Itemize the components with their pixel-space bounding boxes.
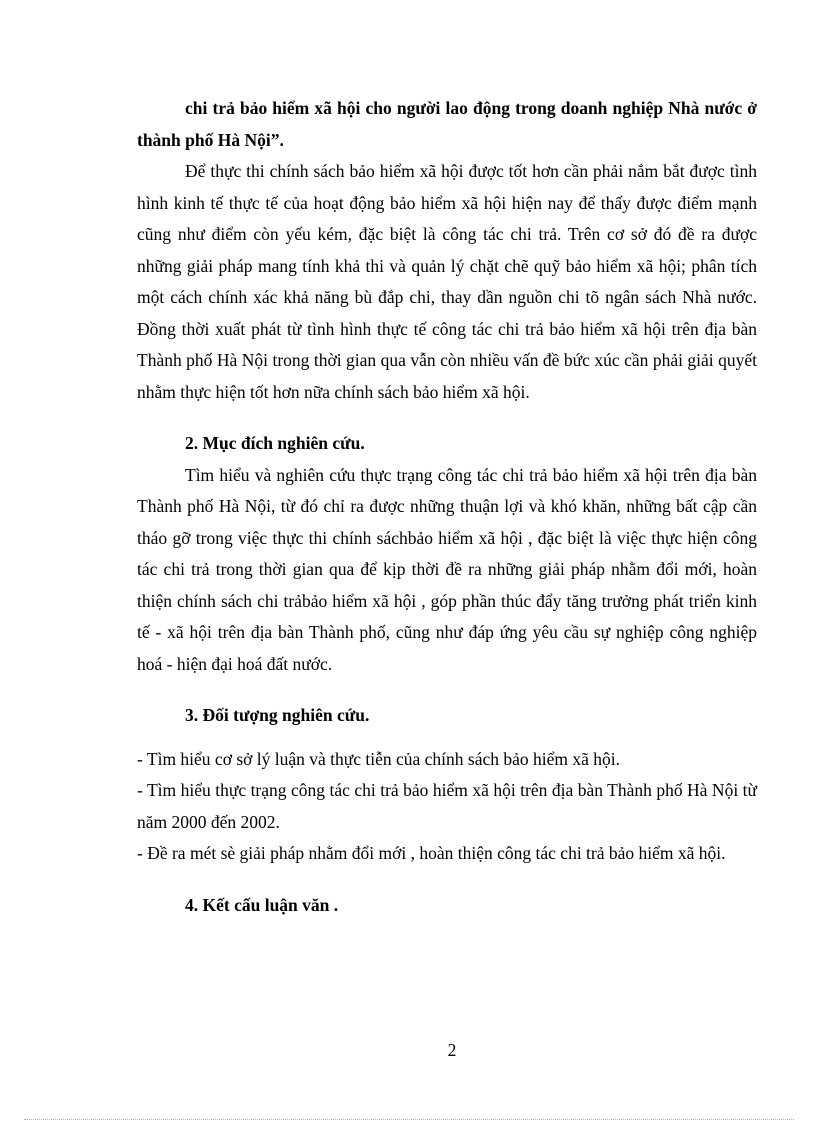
section-3-item-2: - Tìm hiểu thực trạng công tác chi trả bảo hiểm xã hội trên địa bàn Thành phố Hà Nội từ năm 2000 đến 2002.	[137, 780, 757, 832]
section-3-item-1: - Tìm hiểu cơ sở lý luận và thực tiễn của chính sách bảo hiểm xã hội.	[137, 748, 621, 769]
intro-bold-text: chi trả bảo hiểm xã hội cho người lao động trong doanh nghiệp Nhà nước ở thành phố Hà Nội”.	[137, 98, 757, 150]
section-3-heading: 3. Đối tượng nghiên cứu.	[185, 705, 370, 725]
page-number: 2	[447, 1040, 457, 1060]
page-content	[137, 93, 757, 921]
footer-dotted-rule	[24, 1119, 794, 1120]
section-4-heading: 4. Kết cấu luận văn .	[185, 894, 339, 915]
intro-paragraph: Để thực thi chính sách bảo hiểm xã hội được tốt hơn cần phải nắm bắt được tình hình kinh tế thực tế của hoạt động bảo hiểm xã hội hiện nay để thấy được điểm mạnh cũng như điểm còn yếu kém, đặc biệt là công tác chi trả. Trên cơ sở đó đề ra được những giải pháp mang tính khả thi và quản lý chặt chẽ quỹ bảo hiểm xã hội; phân tích một cách chính xác khả năng bù đắp chi, thay dần nguồn chi tõ ngân sách Nhà nước. Đồng thời xuất phát từ tình hình thực tế công tác chi trả bảo hiểm xã hội trên địa bàn Thành phố Hà Nội trong thời gian qua vẫn còn nhiều vấn đề bức xúc cần phải giải quyết nhằm thực hiện tốt hơn nữa chính sách bảo hiểm xã hội.	[137, 161, 757, 402]
spacer	[137, 408, 757, 428]
spacer	[137, 732, 757, 744]
spacer	[137, 870, 757, 890]
spacer	[137, 680, 757, 700]
section-2-heading: 2. Mục đích nghiên cứu.	[185, 433, 365, 453]
section-3-item-3: - Đề ra mét sè giải pháp nhằm đổi mới , hoàn thiện công tác chi trả bảo hiểm xã hội.	[137, 843, 726, 863]
section-2-paragraph: Tìm hiểu và nghiên cứu thực trạng công tác chi trả bảo hiểm xã hội trên địa bàn Thành phố Hà Nội, từ đó chỉ ra được những thuận lợi và khó khăn, những bất cập cần tháo gỡ trong việc thực thi chính sáchbảo hiểm xã hội , đặc biệt là việc thực hiện công tác chi trả trong thời gian qua để kịp thời đề ra những giải pháp nhằm đổi mới, hoàn thiện chính sách chi trảbảo hiểm xã hội , góp phần thúc đẩy tăng trưởng phát triển kinh tế - xã hội trên địa bàn Thành phố, cũng như đáp ứng yêu cầu sự nghiệp công nghiệp hoá - hiện đại hoá đất nước.	[137, 464, 757, 674]
